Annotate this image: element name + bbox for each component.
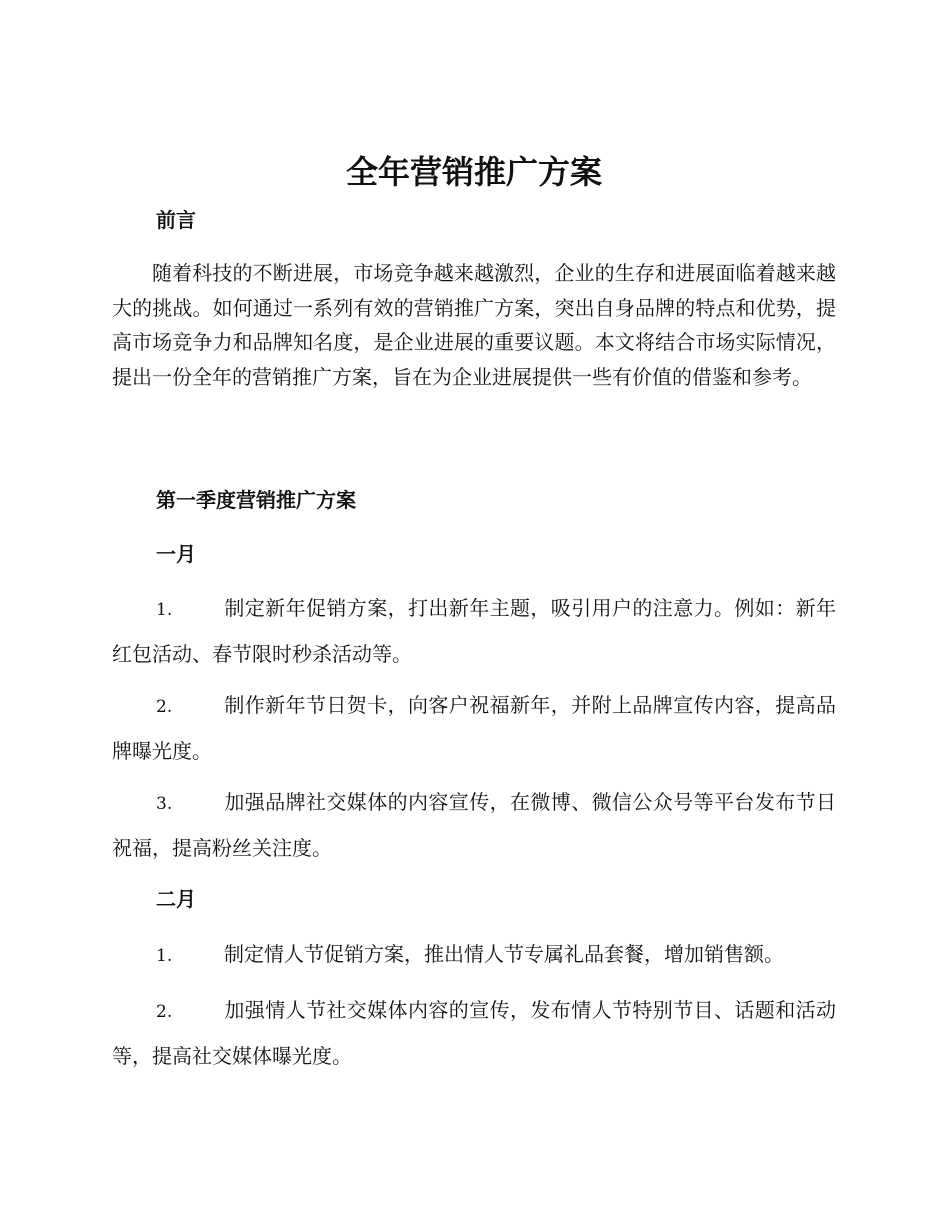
list-item: [112, 683, 836, 773]
list-item-text: 制定情人节促销方案，推出情人节专属礼品套餐，增加销售额。: [224, 942, 784, 966]
document-title: 全年营销推广方案: [345, 153, 602, 191]
list-item-number: 1.: [156, 946, 173, 966]
list-item-text: 加强情人节社交媒体内容的宣传，发布情人节特别节目、话题和活动等，提高社交媒体曝光度。: [112, 998, 836, 1068]
list-item: [112, 586, 836, 676]
list-item: [112, 932, 836, 978]
january-heading: 一月: [156, 542, 196, 566]
list-item: [112, 780, 836, 870]
list-item: [112, 988, 836, 1078]
list-item-text: 加强品牌社交媒体的内容宣传，在微博、微信公众号等平台发布节日祝福，提高粉丝关注度。: [112, 790, 836, 860]
list-item-number: 2.: [156, 1002, 173, 1022]
list-item-number: 3.: [156, 794, 173, 814]
list-item-text: 制作新年节日贺卡，向客户祝福新年，并附上品牌宣传内容，提高品牌曝光度。: [112, 693, 836, 763]
preface-heading: 前言: [156, 208, 196, 232]
list-item-number: 2.: [156, 697, 173, 717]
list-item-number: 1.: [156, 600, 173, 620]
february-heading: 二月: [156, 887, 196, 911]
list-item-text: 制定新年促销方案，打出新年主题，吸引用户的注意力。例如：新年红包活动、春节限时秒杀活动等。: [112, 596, 836, 666]
q1-heading: 第一季度营销推广方案: [156, 488, 356, 512]
preface-paragraph: 随着科技的不断进展，市场竞争越来越激烈，企业的生存和进展面临着越来越大的挑战。如何通过一系列有效的营销推广方案，突出自身品牌的特点和优势，提高市场竞争力和品牌知名度，是企业进展的重要议题。本文将结合市场实际情况，提出一份全年的营销推广方案，旨在为企业进展提供一些有价值的借鉴和参考。: [112, 261, 836, 389]
